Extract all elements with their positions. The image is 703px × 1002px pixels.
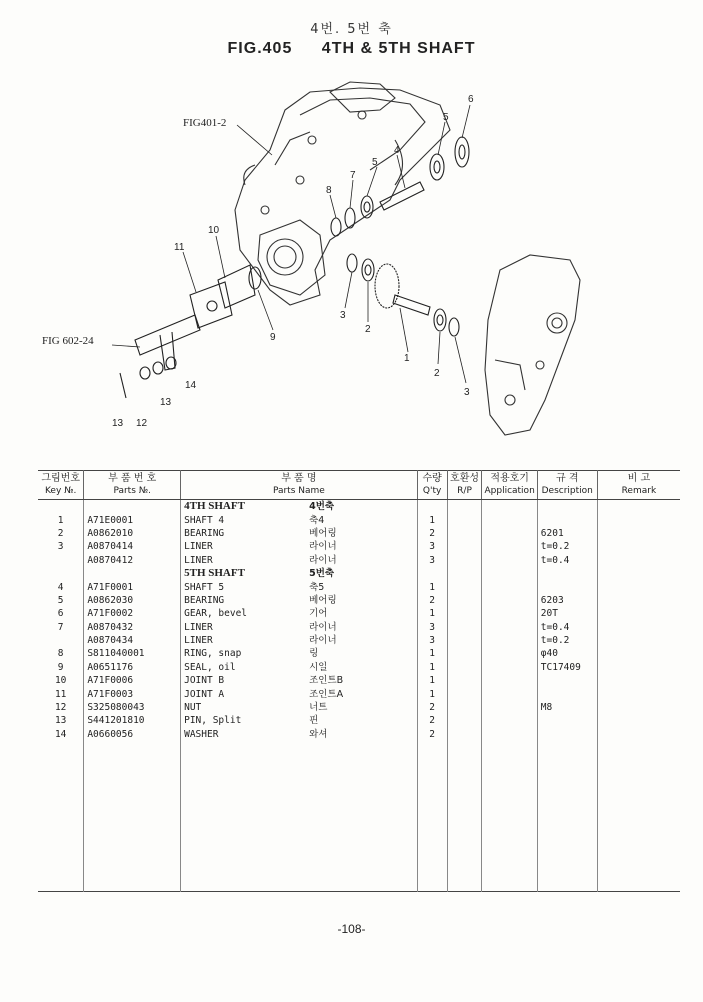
part-name-korean: 조인트A bbox=[309, 688, 344, 700]
callout-14: 14 bbox=[185, 380, 197, 391]
description-cell bbox=[537, 714, 597, 727]
table-row bbox=[38, 540, 680, 553]
rp-cell bbox=[447, 674, 482, 687]
callout-7: 7 bbox=[350, 170, 356, 181]
part-name-english: SHAFT 4 bbox=[184, 514, 225, 526]
application-cell bbox=[482, 567, 537, 580]
part-name-korean: 라이너 bbox=[309, 541, 337, 553]
application-cell bbox=[482, 687, 537, 700]
description-cell bbox=[537, 728, 597, 741]
part-name-korean: 베어링 bbox=[309, 594, 337, 606]
part-name-english: BEARING bbox=[184, 594, 225, 606]
rp-cell bbox=[447, 634, 482, 647]
part-name-cell bbox=[181, 567, 418, 580]
application-cell bbox=[482, 594, 537, 607]
callout-12: 12 bbox=[136, 418, 148, 429]
part-name-english: GEAR, bevel bbox=[184, 608, 248, 620]
qty-cell bbox=[417, 567, 447, 580]
part-number-cell: A71F0001 bbox=[84, 580, 181, 593]
remark-cell bbox=[597, 527, 680, 540]
header-qty: 수량 Q'ty bbox=[417, 471, 447, 500]
remark-cell bbox=[597, 500, 680, 514]
callout-13-upper: 13 bbox=[160, 397, 172, 408]
empty-cell bbox=[597, 741, 680, 892]
part-name-english: LINER bbox=[184, 554, 213, 566]
key-cell: 11 bbox=[54, 688, 67, 700]
part-name-cell bbox=[181, 674, 418, 687]
table-row bbox=[38, 594, 680, 607]
application-cell bbox=[482, 661, 537, 674]
empty-cell bbox=[417, 741, 447, 892]
part-name-korean: 링 bbox=[309, 648, 319, 660]
part-number-cell: A0660056 bbox=[84, 728, 181, 741]
empty-cell bbox=[181, 741, 418, 892]
parts-table bbox=[38, 470, 680, 892]
part-number-cell: A0870412 bbox=[84, 554, 181, 567]
part-name-english: LINER bbox=[184, 541, 213, 553]
table-row bbox=[38, 634, 680, 647]
part-number-cell: S811040001 bbox=[84, 647, 181, 660]
part-number-cell: S325080043 bbox=[84, 701, 181, 714]
callout-13: 13 bbox=[112, 418, 124, 429]
application-cell bbox=[482, 527, 537, 540]
rp-cell bbox=[447, 647, 482, 660]
part-name-korean: 조인트B bbox=[309, 675, 344, 687]
part-name-korean: 핀 bbox=[309, 715, 319, 727]
part-name-korean: 너트 bbox=[309, 702, 328, 714]
description-cell: t=0.2 bbox=[537, 634, 597, 647]
part-name-korean: 축5 bbox=[309, 581, 325, 593]
right-housing-drawing bbox=[485, 255, 580, 435]
callout-2-right: 2 bbox=[434, 368, 440, 379]
qty-cell: 1 bbox=[417, 607, 447, 620]
qty-cell: 3 bbox=[417, 621, 447, 634]
description-cell bbox=[537, 513, 597, 526]
rp-cell bbox=[447, 527, 482, 540]
remark-cell bbox=[597, 580, 680, 593]
part-name-cell bbox=[181, 634, 418, 647]
part-name-cell bbox=[181, 527, 418, 540]
table-row bbox=[38, 621, 680, 634]
key-cell bbox=[38, 567, 84, 580]
remark-cell bbox=[597, 701, 680, 714]
part-number-cell: A0870432 bbox=[84, 621, 181, 634]
rp-cell bbox=[447, 513, 482, 526]
part-name-korean: 기어 bbox=[309, 608, 328, 620]
rp-cell bbox=[447, 580, 482, 593]
remark-cell bbox=[597, 513, 680, 526]
description-cell: t=0.2 bbox=[537, 540, 597, 553]
page-number: -108- bbox=[337, 922, 366, 936]
key-cell: 4 bbox=[57, 581, 64, 593]
part-name-korean: 4번축 bbox=[309, 501, 335, 513]
header-parts-no: 부 품 번 호 Parts №. bbox=[84, 471, 181, 500]
callout-10: 10 bbox=[208, 225, 220, 236]
description-cell bbox=[537, 500, 597, 514]
reference-label-fig401: FIG401-2 bbox=[183, 117, 227, 129]
table-empty-space bbox=[38, 741, 680, 892]
rp-cell bbox=[447, 701, 482, 714]
callout-6: 6 bbox=[468, 94, 474, 105]
part-number-cell bbox=[84, 567, 181, 580]
part-name-english: BEARING bbox=[184, 527, 225, 539]
application-cell bbox=[482, 728, 537, 741]
table-header-row bbox=[38, 471, 680, 500]
figure-title bbox=[0, 40, 703, 58]
description-cell bbox=[537, 687, 597, 700]
qty-cell: 3 bbox=[417, 540, 447, 553]
callout-9: 9 bbox=[270, 332, 276, 343]
remark-cell bbox=[597, 607, 680, 620]
part-name-cell bbox=[181, 540, 418, 553]
part-name-korean: 라이너 bbox=[309, 621, 337, 633]
part-number-cell: A0862010 bbox=[84, 527, 181, 540]
callout-11: 11 bbox=[174, 242, 185, 253]
reference-label-fig602: FIG 602-24 bbox=[42, 335, 94, 347]
application-cell bbox=[482, 500, 537, 514]
figure-number: FIG.405 bbox=[227, 40, 293, 57]
header-application: 적용호기 Application bbox=[482, 471, 537, 500]
part-name-cell bbox=[181, 701, 418, 714]
table-row bbox=[38, 527, 680, 540]
remark-cell bbox=[597, 554, 680, 567]
rp-cell bbox=[447, 661, 482, 674]
qty-cell: 3 bbox=[417, 554, 447, 567]
part-name-cell bbox=[181, 621, 418, 634]
key-cell: 10 bbox=[54, 675, 67, 687]
description-cell: φ40 bbox=[537, 647, 597, 660]
table-row bbox=[38, 714, 680, 727]
table-row bbox=[38, 687, 680, 700]
description-cell: t=0.4 bbox=[537, 621, 597, 634]
part-number-cell: A71E0001 bbox=[84, 513, 181, 526]
callout-2-left: 2 bbox=[365, 324, 371, 335]
empty-cell bbox=[447, 741, 482, 892]
rp-cell bbox=[447, 554, 482, 567]
qty-cell: 2 bbox=[417, 701, 447, 714]
rp-cell bbox=[447, 567, 482, 580]
remark-cell bbox=[597, 567, 680, 580]
part-name-english: WASHER bbox=[184, 728, 219, 740]
table-row bbox=[38, 701, 680, 714]
rp-cell bbox=[447, 728, 482, 741]
description-cell: 6201 bbox=[537, 527, 597, 540]
application-cell bbox=[482, 580, 537, 593]
empty-cell bbox=[482, 741, 537, 892]
key-cell: 13 bbox=[54, 715, 67, 727]
part-name-korean: 5번축 bbox=[309, 568, 335, 580]
rp-cell bbox=[447, 607, 482, 620]
application-cell bbox=[482, 674, 537, 687]
joint-assembly-drawing bbox=[120, 265, 261, 398]
qty-cell: 2 bbox=[417, 728, 447, 741]
table-row bbox=[38, 513, 680, 526]
rp-cell bbox=[447, 621, 482, 634]
remark-cell bbox=[597, 674, 680, 687]
header-description: 규 격 Description bbox=[537, 471, 597, 500]
figure-name: 4TH & 5TH SHAFT bbox=[321, 40, 476, 57]
part-name-english: 5TH SHAFT bbox=[184, 567, 245, 580]
part-name-korean: 축4 bbox=[309, 514, 325, 526]
table-row bbox=[38, 674, 680, 687]
table-row bbox=[38, 647, 680, 660]
description-cell: 20T bbox=[537, 607, 597, 620]
part-name-cell bbox=[181, 714, 418, 727]
part-number-cell: A71F0006 bbox=[84, 674, 181, 687]
application-cell bbox=[482, 540, 537, 553]
key-cell: 5 bbox=[57, 594, 64, 606]
description-cell bbox=[537, 580, 597, 593]
empty-cell bbox=[38, 741, 84, 892]
part-number-cell: A71F0002 bbox=[84, 607, 181, 620]
description-cell bbox=[537, 674, 597, 687]
qty-cell bbox=[417, 500, 447, 514]
application-cell bbox=[482, 607, 537, 620]
key-cell bbox=[38, 554, 84, 567]
qty-cell: 1 bbox=[417, 687, 447, 700]
empty-cell bbox=[84, 741, 181, 892]
remark-cell bbox=[597, 661, 680, 674]
table-section-row bbox=[38, 567, 680, 580]
part-name-cell bbox=[181, 728, 418, 741]
table-row bbox=[38, 607, 680, 620]
part-name-cell bbox=[181, 647, 418, 660]
part-name-cell bbox=[181, 513, 418, 526]
header-parts-name: 부 품 명 Parts Name bbox=[181, 471, 418, 500]
description-cell bbox=[537, 567, 597, 580]
callout-4: 4 bbox=[394, 145, 400, 156]
part-number-cell: S441201810 bbox=[84, 714, 181, 727]
description-cell: t=0.4 bbox=[537, 554, 597, 567]
key-cell: 7 bbox=[57, 621, 64, 633]
part-name-english: PIN, Split bbox=[184, 715, 242, 727]
part-name-korean: 시일 bbox=[309, 661, 328, 673]
rp-cell bbox=[447, 500, 482, 514]
qty-cell: 2 bbox=[417, 527, 447, 540]
part-number-cell: A0862030 bbox=[84, 594, 181, 607]
part-name-english: SHAFT 5 bbox=[184, 581, 225, 593]
part-name-english: 4TH SHAFT bbox=[184, 500, 245, 513]
description-cell: TC17409 bbox=[537, 661, 597, 674]
part-name-cell bbox=[181, 594, 418, 607]
rp-cell bbox=[447, 687, 482, 700]
application-cell bbox=[482, 621, 537, 634]
remark-cell bbox=[597, 594, 680, 607]
part-name-english: NUT bbox=[184, 702, 202, 714]
part-name-korean: 라이너 bbox=[309, 635, 337, 647]
part-name-cell bbox=[181, 687, 418, 700]
part-number-cell: A0651176 bbox=[84, 661, 181, 674]
header-key: 그림번호 Key №. bbox=[38, 471, 84, 500]
part-name-korean: 와셔 bbox=[309, 728, 328, 740]
remark-cell bbox=[597, 728, 680, 741]
part-name-english: SEAL, oil bbox=[184, 661, 236, 673]
header-remark: 비 고 Remark bbox=[597, 471, 680, 500]
part-name-korean: 베어링 bbox=[309, 527, 337, 539]
remark-cell bbox=[597, 714, 680, 727]
application-cell bbox=[482, 647, 537, 660]
remark-cell bbox=[597, 647, 680, 660]
key-cell: 8 bbox=[57, 648, 64, 660]
part-name-cell bbox=[181, 607, 418, 620]
remark-cell bbox=[597, 687, 680, 700]
callout-1: 1 bbox=[404, 353, 410, 364]
callout-5-upper: 5 bbox=[443, 112, 449, 123]
part-name-cell bbox=[181, 580, 418, 593]
part-name-korean: 라이너 bbox=[309, 554, 337, 566]
rp-cell bbox=[447, 594, 482, 607]
callout-3-left: 3 bbox=[340, 310, 346, 321]
part-name-cell bbox=[181, 554, 418, 567]
part-name-english: RING, snap bbox=[184, 648, 242, 660]
description-cell: 6203 bbox=[537, 594, 597, 607]
qty-cell: 1 bbox=[417, 674, 447, 687]
key-cell: 9 bbox=[57, 661, 64, 673]
table-row bbox=[38, 554, 680, 567]
part-number-cell: A0870434 bbox=[84, 634, 181, 647]
key-cell: 1 bbox=[57, 514, 64, 526]
korean-title: 4번. 5번 축 bbox=[310, 22, 393, 37]
part-number-cell: A0870414 bbox=[84, 540, 181, 553]
rp-cell bbox=[447, 714, 482, 727]
key-cell bbox=[38, 500, 84, 514]
qty-cell: 2 bbox=[417, 594, 447, 607]
qty-cell: 1 bbox=[417, 580, 447, 593]
part-name-english: LINER bbox=[184, 621, 213, 633]
application-cell bbox=[482, 554, 537, 567]
qty-cell: 3 bbox=[417, 634, 447, 647]
application-cell bbox=[482, 513, 537, 526]
part-name-english: JOINT B bbox=[184, 675, 225, 687]
part-name-english: LINER bbox=[184, 635, 213, 647]
table-section-row bbox=[38, 500, 680, 514]
description-cell: M8 bbox=[537, 701, 597, 714]
remark-cell bbox=[597, 621, 680, 634]
callout-8: 8 bbox=[326, 185, 332, 196]
table-row bbox=[38, 728, 680, 741]
qty-cell: 1 bbox=[417, 513, 447, 526]
exploded-parts-diagram bbox=[0, 70, 703, 460]
callout-3-right: 3 bbox=[464, 387, 470, 398]
key-cell: 6 bbox=[57, 608, 64, 620]
remark-cell bbox=[597, 540, 680, 553]
key-cell: 12 bbox=[54, 702, 67, 714]
part-name-cell bbox=[181, 500, 418, 514]
key-cell bbox=[38, 634, 84, 647]
callout-5: 5 bbox=[372, 157, 378, 168]
application-cell bbox=[482, 634, 537, 647]
leader-lines bbox=[112, 105, 470, 383]
empty-cell bbox=[537, 741, 597, 892]
application-cell bbox=[482, 701, 537, 714]
application-cell bbox=[482, 714, 537, 727]
part-name-cell bbox=[181, 661, 418, 674]
part-name-english: JOINT A bbox=[184, 688, 225, 700]
qty-cell: 1 bbox=[417, 647, 447, 660]
qty-cell: 2 bbox=[417, 714, 447, 727]
table-row bbox=[38, 661, 680, 674]
part-number-cell: A71F0003 bbox=[84, 687, 181, 700]
key-cell: 3 bbox=[57, 541, 64, 553]
table-row bbox=[38, 580, 680, 593]
key-cell: 14 bbox=[54, 728, 67, 740]
key-cell: 2 bbox=[57, 527, 64, 539]
header-rp: 호환성 R/P bbox=[447, 471, 482, 500]
remark-cell bbox=[597, 634, 680, 647]
rp-cell bbox=[447, 540, 482, 553]
part-number-cell bbox=[84, 500, 181, 514]
qty-cell: 1 bbox=[417, 661, 447, 674]
